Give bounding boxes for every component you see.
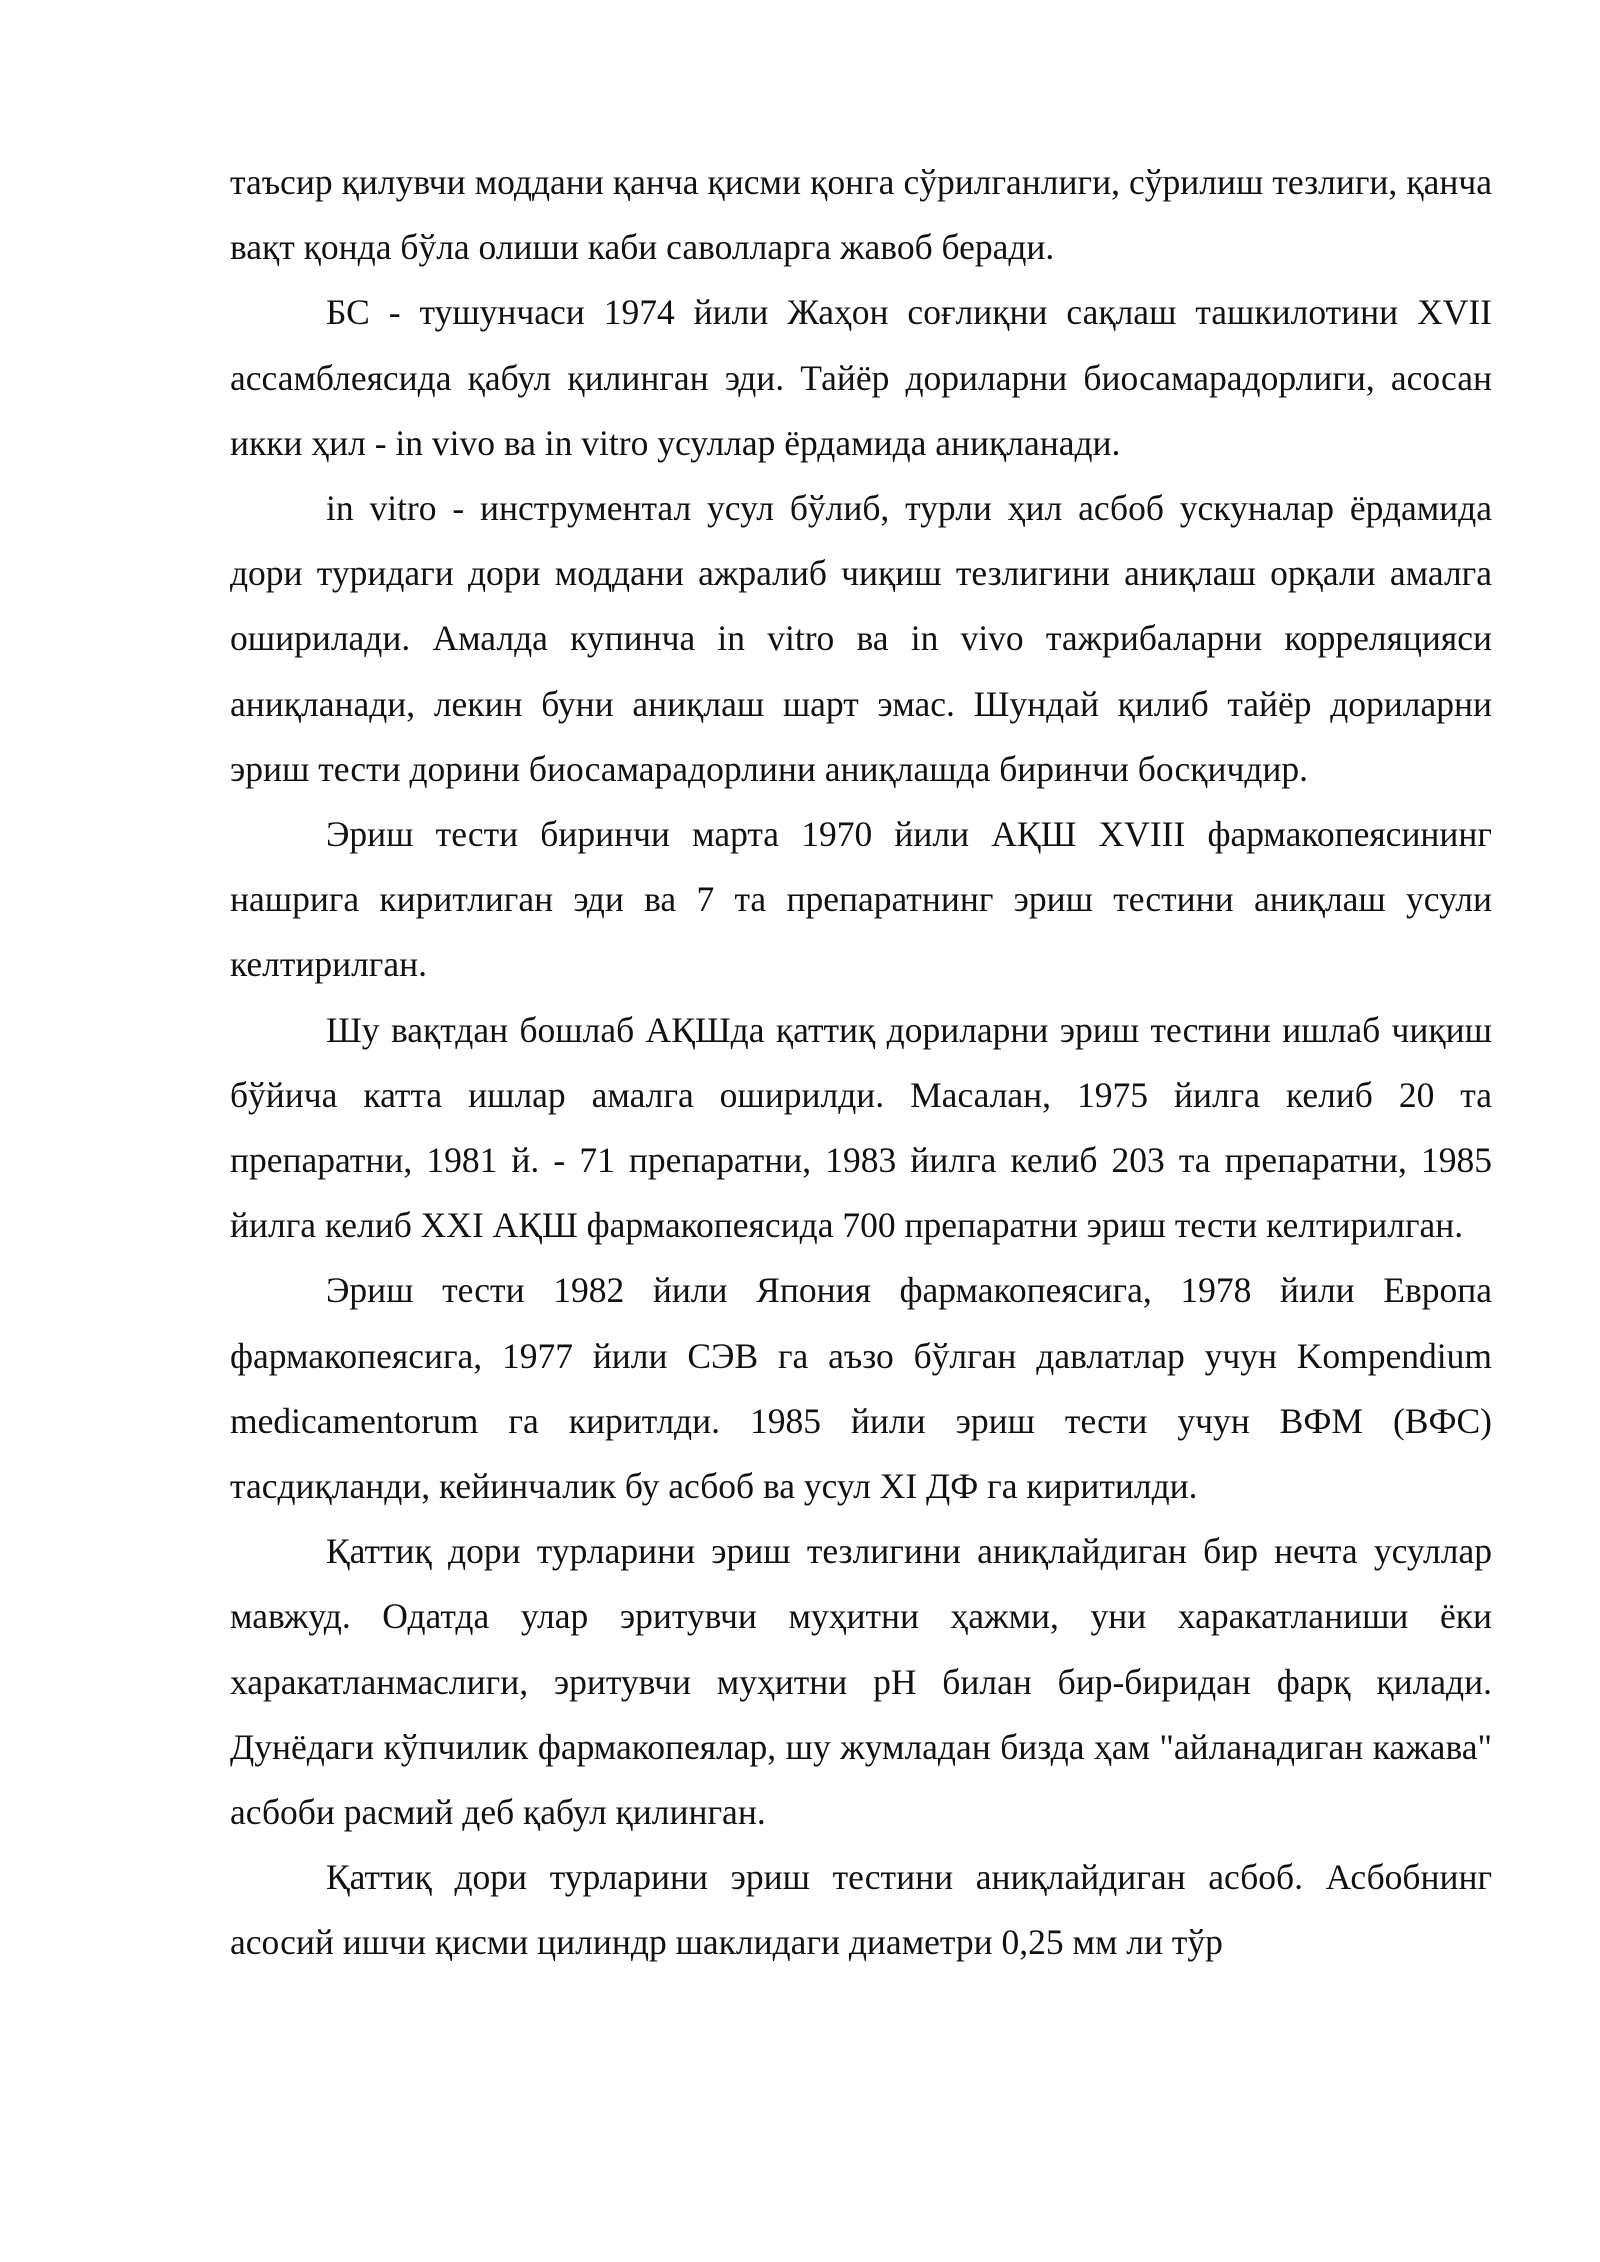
paragraph-8: Қаттиқ дори турларини эриш тестини аниқлайдиган асбоб. Асбобнинг асосий ишчи қисми цилиндр шаклидаги диаметри 0,25 мм ли тўр: [230, 1857, 1492, 1963]
paragraph-2: БС - тушунчаси 1974 йили Жаҳон соғлиқни сақлаш ташкилотини XVII ассамблеясида қабул қилинган эди. Тайёр дориларни биосамарадорлиги, асосан икки ҳил - in vivo ва in vitro усуллар ёрдамида аниқланади.: [230, 292, 1492, 463]
paragraph-7: Қаттиқ дори турларини эриш тезлигини аниқлайдиган бир нечта усуллар мавжуд. Одатда улар эритувчи муҳитни ҳажми, уни харакатланиши ёки харакатланмаслиги, эритувчи муҳитни pH билан бир-биридан фарқ қилади. Дунёдаги кўпчилик фармакопеялар, шу жумладан бизда ҳам "айланадиган кажава" асбоби расмий деб қабул қилинган.: [230, 1531, 1492, 1833]
paragraph-5: Шу вақтдан бошлаб АҚШда қаттиқ дориларни эриш тестини ишлаб чиқиш бўйича катта ишлар амалга оширилди. Масалан, 1975 йилга келиб 20 та препаратни, 1981 й. - 71 препаратни, 1983 йилга келиб 203 та препаратни, 1985 йилга келиб XXI АҚШ фармакопеясида 700 препаратни эриш тести келтирилган.: [230, 1009, 1492, 1246]
paragraph-4: Эриш тести биринчи марта 1970 йили АҚШ XVIII фармакопеясининг нашрига киритлиган эди ва 7 та препаратнинг эриш тестини аниқлаш усули келтирилган.: [230, 814, 1492, 985]
document-page: [230, 150, 1492, 1976]
paragraph-1: таъсир қилувчи моддани қанча қисми қонга сўрилганлиги, сўрилиш тезлиги, қанча вақт қонда бўла олиши каби саволларга жавоб беради.: [230, 162, 1492, 268]
paragraph-6: Эриш тести 1982 йили Япония фармакопеясига, 1978 йили Европа фармакопеясига, 1977 йили СЭВ га аъзо бўлган давлатлар учун Kompendium medicamentorum га киритлди. 1985 йили эриш тести учун ВФМ (ВФС) тасдиқланди, кейинчалик бу асбоб ва усул XI ДФ га киритилди.: [230, 1270, 1492, 1507]
paragraph-3: in vitro - инструментал усул бўлиб, турли ҳил асбоб ускуналар ёрдамида дори туридаги дори моддани ажралиб чиқиш тезлигини аниқлаш орқали амалга оширилади. Амалда купинча in vitro ва in vivo тажрибаларни корреляцияси аниқланади, лекин буни аниқлаш шарт эмас. Шундай қилиб тайёр дориларни эриш тести дорини биосамарадорлини аниқлашда биринчи босқичдир.: [230, 488, 1492, 789]
